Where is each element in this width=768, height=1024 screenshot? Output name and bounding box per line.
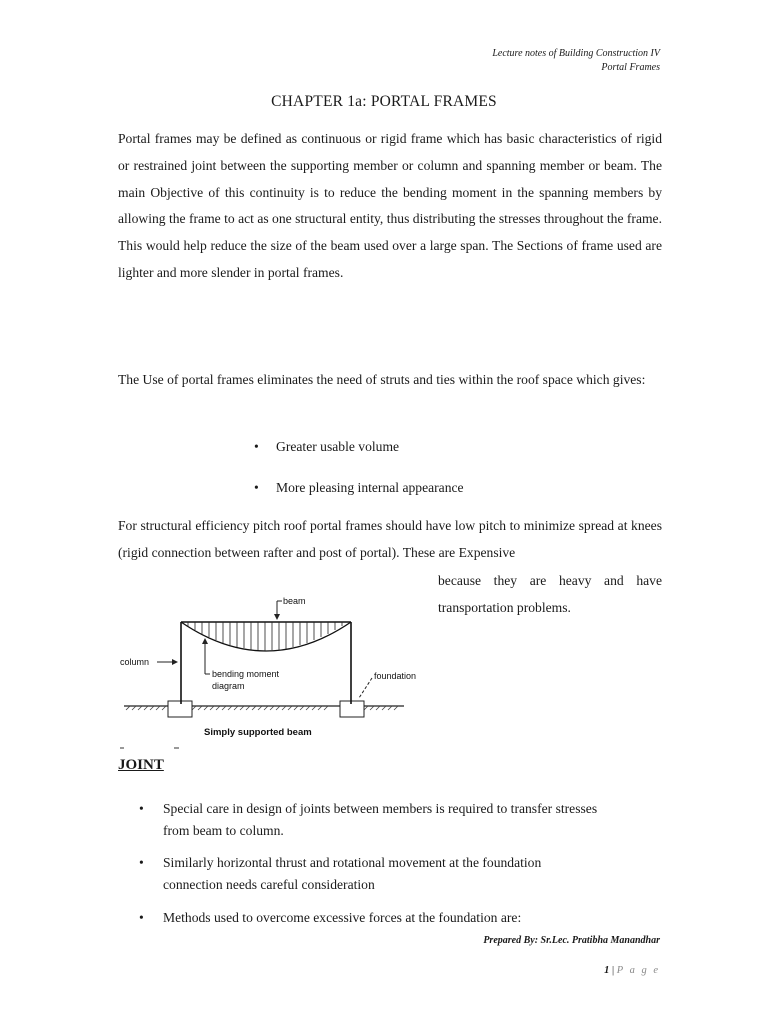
- page-label: P a g e: [616, 965, 660, 976]
- foundation-leader: [359, 678, 372, 698]
- column-arrow-icon: [172, 659, 178, 665]
- page-number-value: 1: [604, 965, 610, 976]
- efficiency-paragraph: For structural efficiency pitch roof portal frames should have low pitch to minimize spread at knees (rigid connection between rafter and post of portal). These are Expensive: [118, 518, 662, 560]
- bullet-icon: •: [139, 910, 144, 925]
- efficiency-paragraph-continued: because they are heavy and have: [438, 573, 662, 588]
- beam-label: beam: [283, 596, 306, 606]
- page-separator: |: [609, 965, 617, 976]
- bmd-label-line1: bending moment: [212, 669, 280, 679]
- list-item-text: Special care in design of joints between members is required to transfer stresses: [163, 801, 598, 816]
- footer-author: Prepared By: Sr.Lec. Pratibha Manandhar: [483, 935, 660, 946]
- list-item-text-continued: connection needs careful consideration: [163, 876, 375, 892]
- header-topic: Portal Frames: [601, 62, 660, 73]
- bullet-icon: •: [254, 480, 259, 495]
- list-item-text: Similarly horizontal thrust and rotational movement at the foundation: [163, 855, 542, 870]
- use-paragraph: The Use of portal frames eliminates the need of struts and ties within the roof space which gives:: [118, 372, 646, 387]
- list-item-text: More pleasing internal appearance: [276, 480, 464, 495]
- bullet-icon: •: [139, 855, 144, 870]
- foundation-label: foundation: [374, 671, 417, 681]
- list-item-text-continued: from beam to column.: [163, 822, 284, 838]
- bending-moment-hatching: [188, 622, 342, 651]
- bullet-icon: •: [139, 801, 144, 816]
- joint-heading: JOINT: [118, 757, 164, 773]
- efficiency-paragraph-end: transportation problems.: [438, 600, 571, 615]
- left-foundation: [168, 701, 192, 717]
- portal-frame-diagram: [112, 588, 432, 753]
- right-foundation: [340, 701, 364, 717]
- list-item-text: Greater usable volume: [276, 439, 400, 454]
- column-label: column: [120, 657, 150, 667]
- diagram-caption: Simply supported beam: [204, 727, 312, 738]
- bullet-icon: •: [254, 439, 259, 454]
- running-header: [492, 47, 660, 75]
- intro-paragraph: Portal frames may be defined as continuous or rigid frame which has basic characteristics of rigid or restrained joint between the supporting member or column and spanning member or beam. The main Objective of this continuity is to reduce the bending moment in the spanning members by allowing the frame to act as one structural entity, thus distributing the stresses throughout the frame. This would help reduce the size of the beam used over a large span. The Sections of frame used are lighter and more slender in portal frames.: [118, 131, 662, 280]
- beam-arrow-icon: [274, 614, 280, 620]
- chapter-title: CHAPTER 1a: PORTAL FRAMES: [271, 93, 497, 110]
- bmd-label-line2: diagram: [212, 681, 245, 691]
- bmd-arrow-icon: [202, 638, 208, 644]
- bending-moment-curve: [181, 622, 351, 651]
- header-course-title: Lecture notes of Building Construction IV: [492, 48, 660, 59]
- list-item-text: Methods used to overcome excessive forces at the foundation are:: [163, 910, 522, 925]
- page-number: [604, 965, 660, 976]
